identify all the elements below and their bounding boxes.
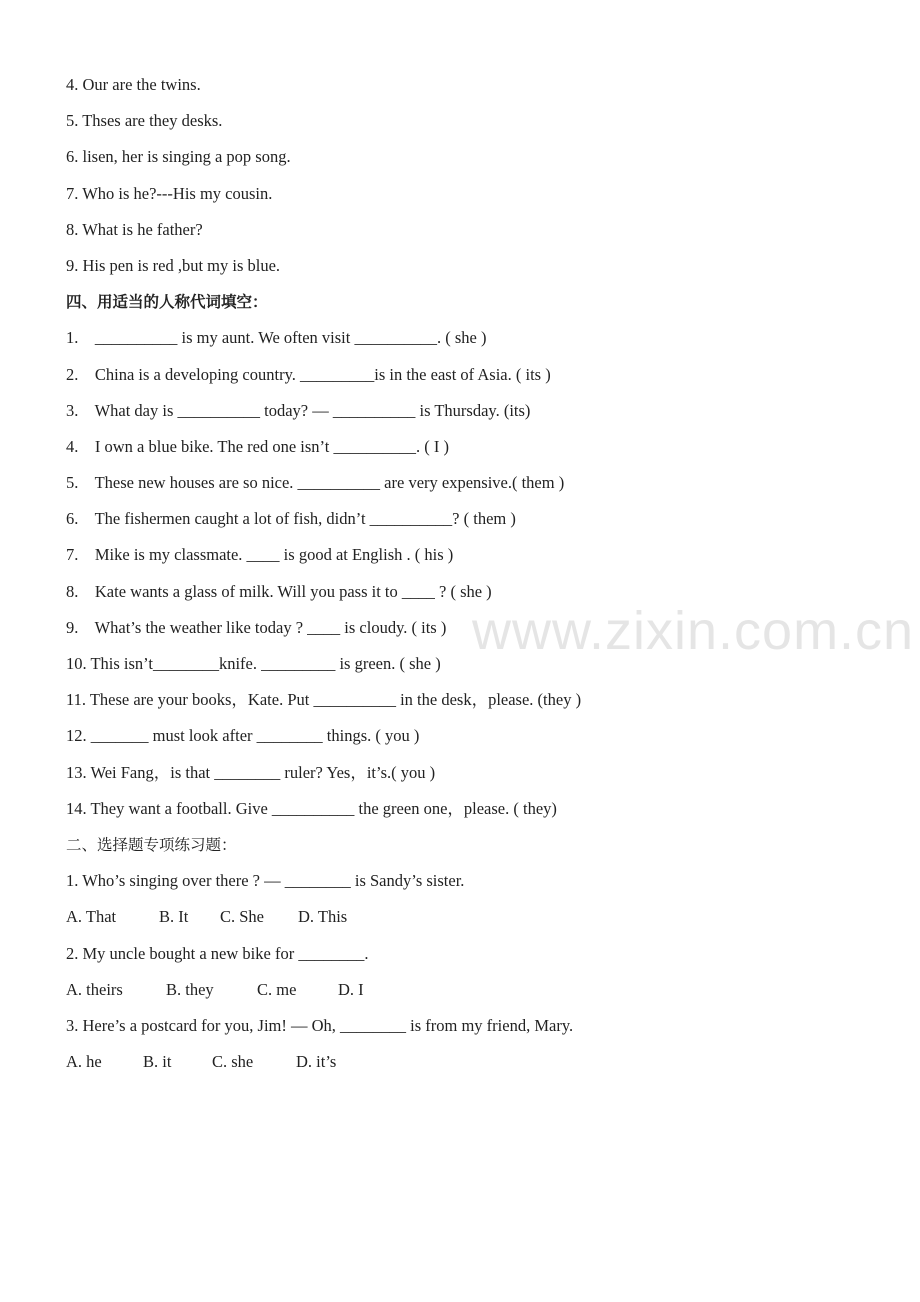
fill-blank-item: 14. They want a football. Give __________ the green one，please. ( they) — [66, 798, 557, 818]
question-stem: 2. My uncle bought a new bike for ________. — [66, 943, 369, 963]
fill-blank-item: 8. Kate wants a glass of milk. Will you pass it to ____ ? ( she ) — [66, 581, 492, 601]
fill-blank-item: 5. These new houses are so nice. __________ are very expensive.( them ) — [66, 473, 565, 493]
question-stem: 1. Who’s singing over there ? — ________ is Sandy’s sister. — [66, 871, 465, 891]
answer-options — [66, 904, 866, 940]
option-c: C. she — [212, 1052, 254, 1072]
option-b: B. it — [143, 1052, 172, 1072]
correction-item: 8. What is he father? — [66, 219, 203, 239]
correction-item: 7. Who is he?---His my cousin. — [66, 183, 273, 203]
fill-blank-item: 4. I own a blue bike. The red one isn’t __________. ( I ) — [66, 436, 449, 456]
answer-options — [66, 977, 866, 1013]
question-stem: 3. Here’s a postcard for you, Jim! — Oh, ________ is from my friend, Mary. — [66, 1015, 574, 1035]
option-d: D. I — [338, 979, 364, 999]
fill-blank-item: 6. The fishermen caught a lot of fish, didn’t __________? ( them ) — [66, 509, 516, 529]
section-heading-pronoun-fill: 四、用适当的人称代词填空： — [66, 293, 268, 312]
correction-item: 4. Our are the twins. — [66, 75, 201, 94]
option-a: A. theirs — [66, 979, 123, 999]
watermark-text: www.zixin.com.cn — [472, 601, 915, 661]
option-a: A. he — [66, 1052, 102, 1072]
correction-item: 5. Thses are they desks. — [66, 111, 223, 131]
option-c: C. She — [220, 907, 265, 927]
fill-blank-item: 1. __________ is my aunt. We often visit __________. ( she ) — [66, 328, 487, 348]
fill-blank-item: 7. Mike is my classmate. ____ is good at English . ( his ) — [66, 545, 454, 565]
fill-blank-item: 12. _______ must look after ________ things. ( you ) — [66, 726, 420, 746]
answer-options — [66, 1049, 866, 1085]
option-b: B. It — [159, 907, 189, 927]
correction-item: 6. lisen, her is singing a pop song. — [66, 147, 291, 167]
option-c: C. me — [257, 979, 297, 999]
option-d: D. This — [298, 907, 348, 927]
fill-blank-item: 9. What’s the weather like today ? ____ is cloudy. ( its ) — [66, 617, 447, 637]
worksheet-page — [66, 72, 866, 1085]
fill-blank-item: 13. Wei Fang，is that ________ ruler? Yes，it’s.( you ) — [66, 762, 436, 782]
option-a: A. That — [66, 907, 117, 927]
fill-blank-item: 10. This isn’t________knife. _________ is green. ( she ) — [66, 654, 441, 673]
option-b: B. they — [166, 979, 214, 999]
fill-blank-item: 11. These are your books，Kate. Put __________ in the desk，please. (they ) — [66, 690, 582, 710]
fill-blank-item: 2. China is a developing country. _________is in the east of Asia. ( its ) — [66, 364, 551, 384]
option-d: D. it’s — [296, 1052, 337, 1072]
fill-blank-item: 3. What day is __________ today? — __________ is Thursday. (its) — [66, 400, 531, 420]
correction-item: 9. His pen is red ,but my is blue. — [66, 255, 281, 275]
section-heading-multiple-choice: 二、选择题专项练习题： — [66, 835, 237, 854]
